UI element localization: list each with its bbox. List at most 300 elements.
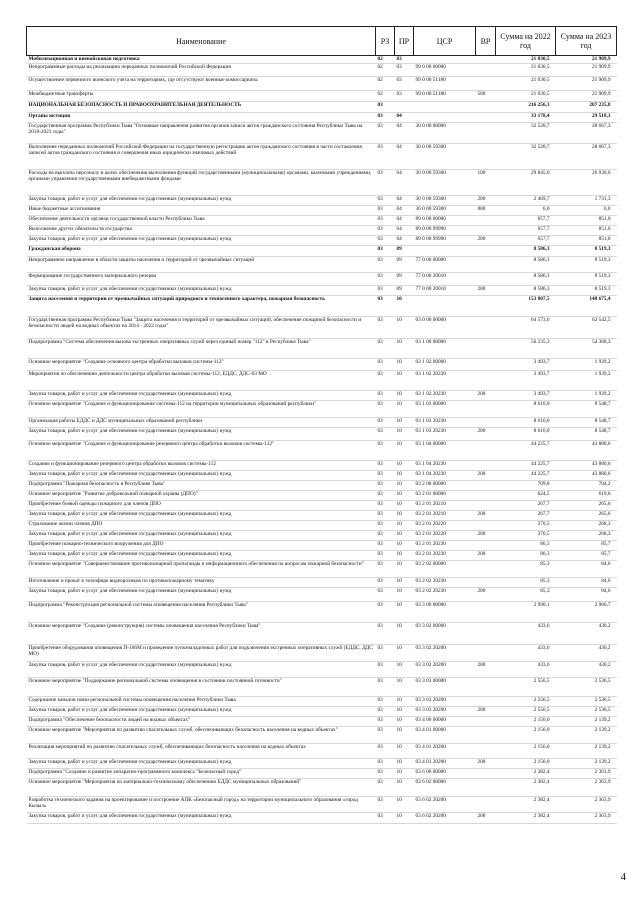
row-vr (476, 113, 496, 123)
row-vr: 200 (476, 662, 496, 678)
row-pr: 10 (395, 813, 414, 824)
table-row (27, 588, 617, 602)
table-row (27, 286, 617, 296)
row-sum-2022: 216 256,3 (496, 102, 556, 113)
table-body (27, 56, 617, 824)
row-sum-2022: 21 030,5 (496, 56, 556, 64)
row-name: Закупка товаров, работ и услуг для обеспечения государственных (муниципальных) нужд (27, 813, 376, 824)
row-vr (476, 727, 496, 744)
row-name: Основное мероприятие "Создание (реконструкция) системы оповещения населения Республики Тыва" (27, 623, 376, 645)
row-sum-2022: 657,7 (496, 226, 556, 236)
row-pr: 10 (395, 391, 414, 401)
row-rz: 03 (376, 727, 395, 744)
row-name: Страхование жизни членов ДПО (27, 521, 376, 531)
row-csr: 03 2 01 20220 (414, 521, 476, 531)
row-pr: 09 (395, 273, 414, 286)
table-row (27, 717, 617, 727)
table-row (27, 77, 617, 91)
row-vr (476, 144, 496, 170)
table-row (27, 678, 617, 697)
row-sum-2023: 8 548,7 (556, 428, 617, 441)
row-rz: 03 (376, 428, 395, 441)
row-csr: 03 6 02 20200 (414, 813, 476, 824)
row-pr: 10 (395, 662, 414, 678)
row-name: Гражданская оборона (27, 246, 376, 257)
row-vr (476, 102, 496, 113)
header-pr: ПР (395, 27, 414, 56)
row-sum-2023: 8 519,3 (556, 286, 617, 296)
row-rz: 03 (376, 511, 395, 521)
row-pr: 10 (395, 588, 414, 602)
table-row (27, 551, 617, 561)
row-rz: 03 (376, 216, 395, 226)
row-sum-2022: 32 520,7 (496, 144, 556, 170)
row-csr: 03 2 01 20230 (414, 541, 476, 551)
row-rz: 03 (376, 707, 395, 717)
row-csr: 03 4 01 20200 (414, 759, 476, 769)
row-sum-2023: 8 548,7 (556, 418, 617, 428)
row-pr: 10 (395, 707, 414, 717)
row-sum-2023: 265,6 (556, 511, 617, 521)
row-sum-2022: 44 225,7 (496, 471, 556, 481)
row-rz: 03 (376, 170, 395, 196)
row-name: Основное мероприятие "Мероприятия по материально-техническому обеспечению ЕДДС муниципальных образований" (27, 779, 376, 797)
row-sum-2023: 85,7 (556, 551, 617, 561)
row-rz: 03 (376, 246, 395, 257)
row-vr (476, 717, 496, 727)
row-csr: 03 2 01 20210 (414, 501, 476, 511)
row-pr: 10 (395, 697, 414, 707)
table-row (27, 371, 617, 391)
row-name: Закупка товаров, работ и услуг для обеспечения государственных (муниципальных) нужд (27, 759, 376, 769)
row-vr (476, 645, 496, 662)
row-pr: 10 (395, 561, 414, 578)
row-pr: 09 (395, 246, 414, 257)
row-pr: 10 (395, 441, 414, 461)
row-name: Государственная программа Республики Тыва "Защита населения и территорий от чрезвычайных ситуаций, обеспечение пожарной безопасности и безопасности людей на водных объектах на 2014 - 2022 годы" (27, 317, 376, 339)
row-pr: 10 (395, 371, 414, 391)
row-pr: 10 (395, 401, 414, 418)
row-sum-2023: 2 536,5 (556, 707, 617, 717)
row-csr: 03 2 02 20230 (414, 588, 476, 602)
row-sum-2022: 2 156,0 (496, 727, 556, 744)
row-vr (476, 769, 496, 779)
row-rz: 03 (376, 602, 395, 623)
header-name: Наименование (27, 27, 376, 56)
row-name: Основное мероприятие "Развитие добровольной пожарной охраны (ДПО)" (27, 491, 376, 501)
table-row (27, 441, 617, 461)
row-pr: 04 (395, 236, 414, 246)
table-row (27, 481, 617, 491)
row-pr: 10 (395, 521, 414, 531)
table-row (27, 391, 617, 401)
row-sum-2022: 267,7 (496, 501, 556, 511)
row-name: Непрограммное направление в области защиты населения и территорий от чрезвычайных ситуаций (27, 257, 376, 273)
row-sum-2023: 2 536,5 (556, 678, 617, 697)
row-vr: 200 (476, 391, 496, 401)
table-row (27, 144, 617, 170)
row-name: Закупка товаров, работ и услуг для обеспечения государственных (муниципальных) нужд (27, 531, 376, 541)
table-row (27, 257, 617, 273)
row-sum-2022: 21 030,5 (496, 77, 556, 91)
row-rz: 02 (376, 56, 395, 64)
row-pr: 10 (395, 744, 414, 759)
row-pr: 04 (395, 216, 414, 226)
row-name: Подпрограмма "Пожарная безопасность в Республике Тыва" (27, 481, 376, 491)
row-name: Подпрограмма "Система обеспечения вызова экстренных оперативных служб через единый номер "112" в Республике Тыва" (27, 339, 376, 359)
header-sum-2023: Сумма на 2023 год (556, 27, 617, 56)
row-csr: 89 0 00 00000 (414, 216, 476, 226)
row-sum-2023: 430,2 (556, 623, 617, 645)
row-name: Закупка товаров, работ и услуг для обеспечения государственных (муниципальных) нужд (27, 391, 376, 401)
row-name: Закупка товаров, работ и услуг для обеспечения государственных (муниципальных) нужд (27, 236, 376, 246)
row-vr: 500 (476, 91, 496, 102)
row-rz: 03 (376, 236, 395, 246)
row-rz: 03 (376, 521, 395, 531)
row-pr: 10 (395, 339, 414, 359)
row-pr: 10 (395, 602, 414, 623)
table-row (27, 602, 617, 623)
table-row (27, 578, 617, 588)
row-sum-2023: 619,6 (556, 491, 617, 501)
row-name: Основное мероприятие "Поддержание региональной системы оповещения в состоянии постоянной готовности" (27, 678, 376, 697)
row-vr (476, 226, 496, 236)
table-row (27, 645, 617, 662)
row-pr: 10 (395, 541, 414, 551)
row-sum-2023: 84,6 (556, 561, 617, 578)
table-row (27, 707, 617, 717)
row-sum-2022: 8 616,0 (496, 428, 556, 441)
row-name: Закупка товаров, работ и услуг для обеспечения государственных (муниципальных) нужд (27, 662, 376, 678)
row-rz: 03 (376, 797, 395, 813)
row-pr: 10 (395, 779, 414, 797)
row-pr: 10 (395, 759, 414, 769)
row-sum-2023: 2 139,2 (556, 717, 617, 727)
row-name: Основное мероприятие "Создание основного центра обработки вызовов системы-112" (27, 359, 376, 371)
row-name: Реализация мероприятий по развитию спасательных служб, обеспечивающих безопасность населения на водных объектах (27, 744, 376, 759)
table-row (27, 697, 617, 707)
row-sum-2023: 2 536,5 (556, 697, 617, 707)
row-sum-2022: 21 030,5 (496, 91, 556, 102)
row-name: Приобретение оборудования оповещения П-166М и проведение пусконаладочных работ для подключения экстренных оперативных служб (ЕДДС, ДДС МО) (27, 645, 376, 662)
row-rz: 03 (376, 623, 395, 645)
row-vr (476, 216, 496, 226)
row-sum-2022: 2 156,0 (496, 717, 556, 727)
row-rz: 03 (376, 662, 395, 678)
row-pr: 10 (395, 491, 414, 501)
row-sum-2023: 1 939,2 (556, 371, 617, 391)
row-rz: 03 (376, 317, 395, 339)
row-sum-2022: 33 178,4 (496, 113, 556, 123)
row-csr (414, 113, 476, 123)
row-name: Расходы на выплаты персоналу в целях обеспечения выполнения функций государственными (муниципальными) органами, казенными учреждениями, органами управления государственными внебюджетными фондами (27, 170, 376, 196)
row-pr: 10 (395, 678, 414, 697)
row-rz: 03 (376, 113, 395, 123)
row-pr: 03 (395, 91, 414, 102)
row-rz: 03 (376, 401, 395, 418)
row-csr: 77 0 00 00000 (414, 257, 476, 273)
table-row (27, 727, 617, 744)
row-vr (476, 623, 496, 645)
row-rz: 03 (376, 286, 395, 296)
row-sum-2022: 6,0 (496, 206, 556, 216)
row-sum-2023: 2 139,2 (556, 727, 617, 744)
row-csr: 99 0 00 51180 (414, 77, 476, 91)
row-vr (476, 441, 496, 461)
row-pr: 04 (395, 226, 414, 236)
row-csr: 30 0 00 00000 (414, 123, 476, 144)
row-sum-2022: 85,3 (496, 561, 556, 578)
table-row (27, 623, 617, 645)
row-rz: 02 (376, 91, 395, 102)
row-name: Выполнение переданных полномочий Российской Федерации на государственную регистрацию актов гражданского состояния в части составления записей актов гражданского состояния и совершения иных юридически значимых действий (27, 144, 376, 170)
row-csr: 03 1 03 20230 (414, 418, 476, 428)
row-rz: 03 (376, 578, 395, 588)
row-vr (476, 481, 496, 491)
table-row (27, 246, 617, 257)
row-pr: 10 (395, 623, 414, 645)
row-rz: 03 (376, 779, 395, 797)
row-sum-2022: 85,3 (496, 578, 556, 588)
budget-sheet (26, 26, 616, 824)
row-csr: 89 0 00 99990 (414, 236, 476, 246)
row-sum-2023: 26 930,0 (556, 170, 617, 196)
table-row (27, 56, 617, 64)
table-row (27, 541, 617, 551)
row-sum-2023: 265,6 (556, 501, 617, 511)
row-vr: 200 (476, 511, 496, 521)
row-name: Изготовление и прокат в телеэфире видеороликов по противопожарному тематику (27, 578, 376, 588)
row-vr: 200 (476, 531, 496, 541)
row-vr (476, 561, 496, 578)
row-csr: 30 0 00 59300 (414, 206, 476, 216)
row-pr: 04 (395, 170, 414, 196)
row-pr: 03 (395, 56, 414, 64)
row-rz: 03 (376, 588, 395, 602)
row-name: НАЦИОНАЛЬНАЯ БЕЗОПАСНОСТЬ И ПРАВООХРАНИТЕЛЬНАЯ ДЕЯТЕЛЬНОСТЬ (27, 102, 376, 113)
row-sum-2023: 43 880,6 (556, 471, 617, 481)
row-pr: 10 (395, 418, 414, 428)
row-vr: 200 (476, 551, 496, 561)
row-vr: 200 (476, 286, 496, 296)
row-pr: 10 (395, 296, 414, 317)
row-sum-2023: 21 909,9 (556, 91, 617, 102)
row-name: Содержание каналов связи региональной системы оповещения населения Республики Тыва (27, 697, 376, 707)
row-pr: 10 (395, 551, 414, 561)
row-name: Мероприятия по обеспечению деятельности центра обработки вызовов системы-112, ЕДДС, ДДС-03 МО (27, 371, 376, 391)
header-vr: ВР (476, 27, 496, 56)
row-rz: 03 (376, 339, 395, 359)
row-pr: 04 (395, 113, 414, 123)
row-name: Закупка товаров, работ и услуг для обеспечения государственных (муниципальных) нужд (27, 471, 376, 481)
row-sum-2023: 28 667,3 (556, 123, 617, 144)
row-name: Непрограммные расходы на реализацию переданных полномочий Российской Федерации (27, 64, 376, 77)
row-csr (414, 56, 476, 64)
table-row (27, 561, 617, 578)
row-name: Закупка товаров, работ и услуг для обеспечения государственных (муниципальных) нужд (27, 196, 376, 206)
row-sum-2023: 1 939,2 (556, 359, 617, 371)
row-sum-2022: 2 556,5 (496, 697, 556, 707)
row-sum-2022: 2 156,0 (496, 744, 556, 759)
row-sum-2022: 64 573,6 (496, 317, 556, 339)
row-vr: 200 (476, 428, 496, 441)
row-sum-2022: 433,6 (496, 662, 556, 678)
row-sum-2023: 1 939,2 (556, 391, 617, 401)
row-sum-2022: 270,5 (496, 531, 556, 541)
row-sum-2023: 43 880,6 (556, 461, 617, 471)
row-rz: 03 (376, 123, 395, 144)
row-rz: 03 (376, 471, 395, 481)
row-csr (414, 102, 476, 113)
row-csr: 30 0 00 59300 (414, 170, 476, 196)
row-vr (476, 697, 496, 707)
row-sum-2023: 148 675,4 (556, 296, 617, 317)
row-csr: 03 1 02 00000 (414, 359, 476, 371)
row-csr: 03 1 03 20230 (414, 428, 476, 441)
row-name: Подпрограмма "Реконструкция региональной системы оповещения населения Республики Тыва" (27, 602, 376, 623)
budget-table (26, 26, 617, 824)
table-row (27, 216, 617, 226)
row-csr: 03 3 02 00000 (414, 623, 476, 645)
row-pr: 09 (395, 257, 414, 273)
row-name: Закупка товаров, работ и услуг для обеспечения государственных (муниципальных) нужд (27, 511, 376, 521)
row-rz: 03 (376, 481, 395, 491)
row-csr: 03 1 03 00000 (414, 401, 476, 418)
row-name: Основное мероприятие "Создание и функционирование системы-112 на территории муниципальных образований республики" (27, 401, 376, 418)
row-vr: 200 (476, 813, 496, 824)
row-pr: 10 (395, 471, 414, 481)
row-name: Осуществление первичного воинского учета на территориях, где отсутствуют военные комиссариаты (27, 77, 376, 91)
table-row (27, 359, 617, 371)
row-sum-2022: 709,8 (496, 481, 556, 491)
row-name: Основное мероприятие "Совершенствование противопожарной пропаганды и информационного обеспечения по вопросам пожарной безопасности" (27, 561, 376, 578)
row-vr (476, 521, 496, 531)
row-sum-2023: 85,7 (556, 541, 617, 551)
row-csr: 03 2 01 00000 (414, 491, 476, 501)
header-sum-2022: Сумма на 2022 год (496, 27, 556, 56)
table-row (27, 531, 617, 541)
row-name: Закупка товаров, работ и услуг для обеспечения государственных (муниципальных) нужд (27, 428, 376, 441)
row-sum-2022: 2 382,4 (496, 769, 556, 779)
row-sum-2022: 8 586,3 (496, 257, 556, 273)
row-sum-2022: 3 493,7 (496, 391, 556, 401)
row-rz: 02 (376, 77, 395, 91)
row-vr (476, 797, 496, 813)
table-row (27, 317, 617, 339)
row-vr (476, 273, 496, 286)
table-row (27, 428, 617, 441)
table-row (27, 418, 617, 428)
row-csr: 03 4 00 00000 (414, 717, 476, 727)
row-vr (476, 359, 496, 371)
row-sum-2022: 433,6 (496, 645, 556, 662)
row-name: Закупка товаров, работ и услуг для обеспечения государственных (муниципальных) нужд (27, 588, 376, 602)
row-sum-2023: 21 909,9 (556, 64, 617, 77)
row-pr (395, 102, 414, 113)
row-pr: 10 (395, 481, 414, 491)
row-csr: 03 3 00 00000 (414, 602, 476, 623)
row-rz: 03 (376, 257, 395, 273)
row-sum-2022: 8 586,3 (496, 246, 556, 257)
row-csr: 30 0 00 59300 (414, 144, 476, 170)
row-vr (476, 461, 496, 471)
row-rz: 03 (376, 645, 395, 662)
table-row (27, 744, 617, 759)
row-sum-2023: 62 542,5 (556, 317, 617, 339)
row-rz: 03 (376, 206, 395, 216)
row-csr: 89 0 00 99990 (414, 226, 476, 236)
row-vr: 200 (476, 236, 496, 246)
table-row (27, 170, 617, 196)
table-row (27, 662, 617, 678)
row-name: Мобилизационная и вневойсковая подготовка (27, 56, 376, 64)
table-row (27, 102, 617, 113)
row-vr (476, 578, 496, 588)
row-pr: 10 (395, 645, 414, 662)
row-sum-2022: 2 156,0 (496, 759, 556, 769)
row-sum-2022: 8 586,3 (496, 286, 556, 296)
row-rz: 03 (376, 418, 395, 428)
row-csr: 03 6 02 20200 (414, 797, 476, 813)
row-rz: 03 (376, 561, 395, 578)
table-row (27, 521, 617, 531)
row-vr (476, 541, 496, 551)
row-name: Приобретение боевой одежды пожарного для членов ДПО (27, 501, 376, 511)
row-sum-2022: 624,5 (496, 491, 556, 501)
row-csr: 77 0 00 20010 (414, 286, 476, 296)
row-rz: 03 (376, 531, 395, 541)
row-sum-2023: 2 139,2 (556, 759, 617, 769)
row-vr: 200 (476, 759, 496, 769)
table-row (27, 501, 617, 511)
row-sum-2022: 2 990,1 (496, 602, 556, 623)
row-csr: 03 1 04 20230 (414, 461, 476, 471)
table-row (27, 113, 617, 123)
row-vr (476, 678, 496, 697)
row-pr: 10 (395, 727, 414, 744)
table-row (27, 236, 617, 246)
row-pr: 10 (395, 359, 414, 371)
row-pr: 04 (395, 206, 414, 216)
table-row (27, 491, 617, 501)
row-sum-2023: 268,3 (556, 531, 617, 541)
row-sum-2023: 1 731,3 (556, 196, 617, 206)
row-sum-2022: 44 225,7 (496, 461, 556, 471)
row-name: Государственная программа Республики Тыва "Основные направления развития органов записи актов гражданского состояния Республики Тыва на 2018-2023 годы" (27, 123, 376, 144)
row-sum-2022: 85,3 (496, 588, 556, 602)
row-csr: 03 3 03 20200 (414, 707, 476, 717)
row-name: Закупка товаров, работ и услуг для обеспечения государственных (муниципальных) нужд (27, 286, 376, 296)
table-row (27, 226, 617, 236)
row-rz: 03 (376, 226, 395, 236)
row-rz: 03 (376, 491, 395, 501)
row-sum-2023: 28 667,3 (556, 144, 617, 170)
row-rz: 03 (376, 744, 395, 759)
row-csr: 03 3 03 00000 (414, 678, 476, 697)
table-row (27, 296, 617, 317)
table-row (27, 123, 617, 144)
row-sum-2023: 851,0 (556, 216, 617, 226)
row-pr: 10 (395, 461, 414, 471)
row-name: Формирование государственного материального резерва (27, 273, 376, 286)
row-pr: 03 (395, 77, 414, 91)
row-vr (476, 257, 496, 273)
row-sum-2023: 8 519,3 (556, 257, 617, 273)
row-csr: 99 0 00 51180 (414, 91, 476, 102)
row-pr: 10 (395, 428, 414, 441)
row-name: Органы юстиции (27, 113, 376, 123)
row-sum-2022: 2 556,5 (496, 707, 556, 717)
